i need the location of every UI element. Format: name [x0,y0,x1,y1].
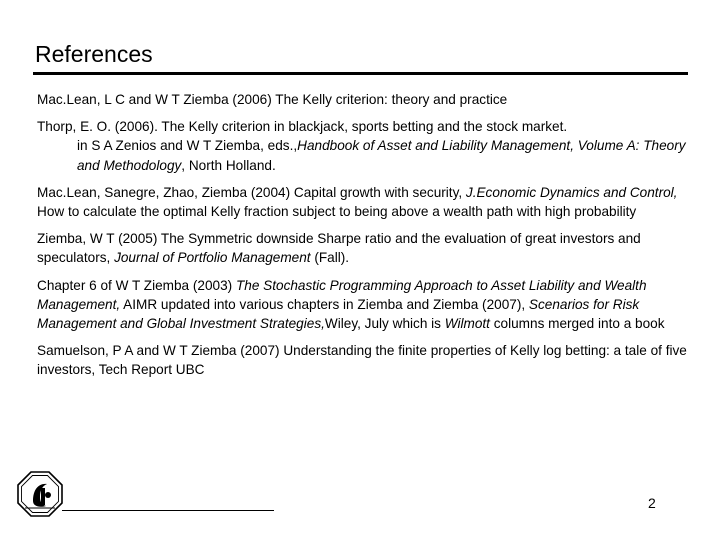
references-list [37,90,687,388]
reference-item [37,229,687,267]
reference-source [37,136,687,174]
octagon-logo-icon [17,471,63,517]
reference-book-title: Handbook of Asset and Liability Management, Volume A: Theory and Methodology [77,138,686,173]
reference-text-mid-2: Wiley, July which is [324,316,445,332]
reference-text: Mac.Lean, L C and W T Ziemba (2006) The Kelly criterion: theory and practice [37,92,508,107]
reference-text [37,276,687,334]
reference-text-pre: Ziemba, W T (2005) The Symmetric downside Sharpe ratio and the evaluation of great investors and speculators, [37,231,641,266]
reference-text-mid: AIMR updated into various chapters in Ziemba and Ziemba (2007), [120,296,529,312]
reference-item [37,90,687,109]
reference-text-post: columns merged into a book [489,316,665,332]
reference-column-name: Wilmott [444,316,490,332]
reference-text: Samuelson, P A and W T Ziemba (2007) Understanding the finite properties of Kelly log betting: a tale of five investors, Tech Report UBC [37,343,687,378]
reference-text-pre: Mac.Lean, Sanegre, Zhao, Ziemba (2004) Capital growth with security, [37,184,466,200]
reference-book-title: The Stochastic Programming Approach to Asset Liability and Wealth Management, [37,277,647,312]
page-number: 2 [648,495,656,511]
footer-divider [62,510,274,511]
reference-text-post: How to calculate the optimal Kelly fraction subject to being above a wealth path with high probability [37,204,637,220]
reference-book-title-2: Scenarios for Risk Management and Global Investment Strategies, [37,296,640,332]
reference-journal: Journal of Portfolio Management [114,250,311,266]
reference-journal: J.Economic Dynamics and Control, [465,184,678,200]
reference-text [37,229,687,267]
reference-source-tail: , North Holland. [181,157,276,173]
reference-source-pre: in S A Zenios and W T Ziemba, eds., [77,138,298,154]
reference-lead: Thorp, E. O. (2006). The Kelly criterion in blackjack, sports betting and the stock market. [37,119,568,135]
reference-item [37,276,687,334]
slide-title: References [35,41,153,67]
reference-text [37,183,687,221]
reference-item [37,117,687,175]
reference-item [37,341,687,379]
reference-text-post: (Fall). [310,250,350,266]
title-divider [33,72,688,75]
reference-item [37,183,687,221]
reference-text-pre: Chapter 6 of W T Ziemba (2003) [37,277,236,293]
